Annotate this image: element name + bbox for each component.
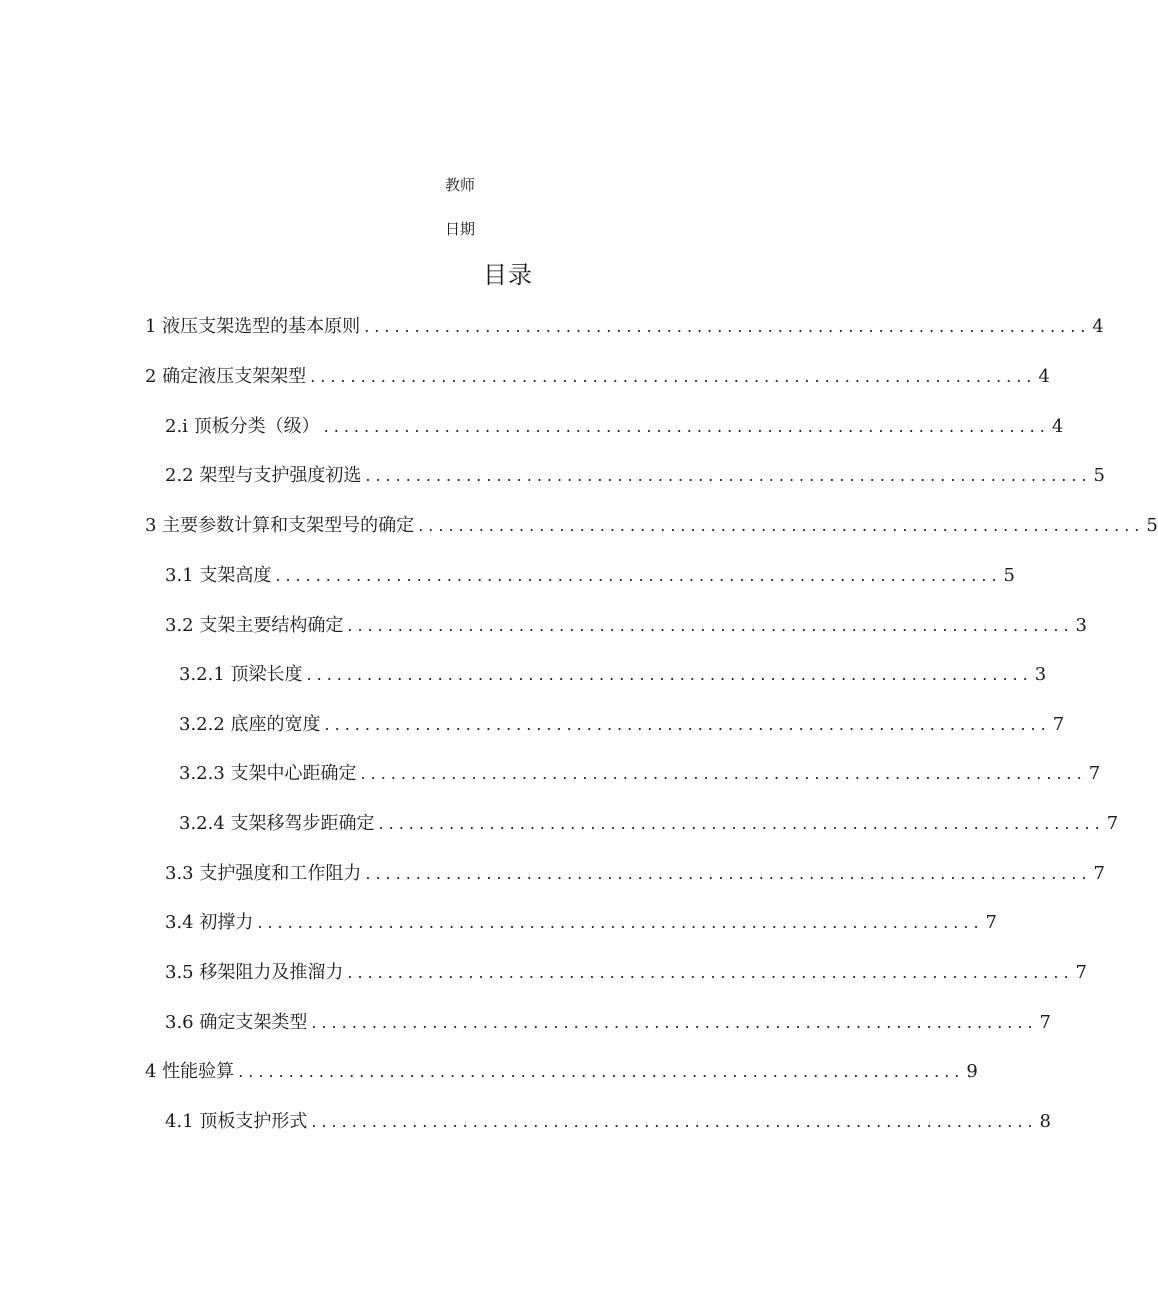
toc-entry[interactable] <box>165 413 1064 441</box>
toc-entry[interactable] <box>179 661 1047 689</box>
toc-entry-page: 9 <box>966 1061 978 1082</box>
date-label: 日期 <box>444 220 475 238</box>
toc-entry[interactable] <box>165 909 997 937</box>
toc-leader-dots: ........................................................................ <box>257 913 984 932</box>
toc-entry-title: 3.4 初撑力 <box>165 912 254 933</box>
toc-entry-page: 5 <box>1146 515 1158 536</box>
toc-entry-page: 7 <box>1052 714 1065 735</box>
toc-leader-dots: ........................................................................ <box>364 317 1091 336</box>
toc-entry[interactable] <box>165 959 1087 987</box>
toc-entry-title: 3.2.1 顶梁长度 <box>179 664 303 685</box>
toc-entry-title: 2.i 顶板分类（级） <box>165 416 320 437</box>
toc-entry[interactable] <box>145 512 1158 540</box>
toc-entry-title: 3.1 支架高度 <box>165 565 272 586</box>
toc-entry-page: 3 <box>1034 664 1047 685</box>
toc-entry[interactable] <box>165 562 1015 590</box>
toc-leader-dots: ........................................................................ <box>324 715 1051 734</box>
toc-leader-dots: ........................................................................ <box>311 1013 1038 1032</box>
toc-entry-title: 3 主要参数计算和支架型号的确定 <box>145 515 415 536</box>
toc-entry-title: 3.5 移架阻力及推溜力 <box>165 962 344 983</box>
toc-leader-dots: ........................................................................ <box>347 616 1074 635</box>
toc-leader-dots: ........................................................................ <box>323 417 1050 436</box>
toc-leader-dots: ........................................................................ <box>275 566 1002 585</box>
toc-entry[interactable] <box>165 860 1105 888</box>
toc-entry[interactable] <box>165 1108 1051 1136</box>
toc-leader-dots: ........................................................................ <box>365 466 1092 485</box>
toc-leader-dots: ........................................................................ <box>347 963 1074 982</box>
toc-entry[interactable] <box>179 810 1119 838</box>
toc-leader-dots: ........................................................................ <box>365 864 1092 883</box>
toc-leader-dots: ........................................................................ <box>311 1112 1038 1131</box>
toc-leader-dots: ........................................................................ <box>378 814 1105 833</box>
toc-entry-title: 2.2 架型与支护强度初选 <box>165 465 362 486</box>
toc-entry-page: 8 <box>1039 1111 1051 1132</box>
toc-entry-page: 7 <box>1075 962 1087 983</box>
toc-entry-page: 4 <box>1051 416 1064 437</box>
toc-entry-title: 4.1 顶板支护形式 <box>165 1111 308 1132</box>
toc-entry-title: 4 性能验算 <box>145 1061 235 1082</box>
toc-entry[interactable] <box>165 612 1087 640</box>
toc-entry-title: 3.2.2 底座的宽度 <box>179 714 321 735</box>
toc-entry-page: 7 <box>1088 763 1101 784</box>
toc-leader-dots: ........................................................................ <box>418 516 1145 535</box>
toc-entry-title: 1 液压支架选型的基本原则 <box>145 316 361 337</box>
toc-entry-page: 5 <box>1003 565 1015 586</box>
toc-leader-dots: ........................................................................ <box>306 665 1033 684</box>
toc-entry-title: 3.3 支护强度和工作阻力 <box>165 863 362 884</box>
toc-leader-dots: ........................................................................ <box>310 367 1037 386</box>
toc-entry-page: 7 <box>985 912 997 933</box>
toc-leader-dots: ........................................................................ <box>360 764 1087 783</box>
toc-entry-page: 7 <box>1093 863 1105 884</box>
toc-entry-page: 5 <box>1093 465 1105 486</box>
toc-entry[interactable] <box>165 462 1105 490</box>
teacher-label: 教师 <box>444 176 475 194</box>
toc-leader-dots: ........................................................................ <box>238 1062 965 1081</box>
toc-entry[interactable] <box>165 1009 1051 1037</box>
toc-entry[interactable] <box>145 313 1104 341</box>
toc-entry-title: 3.6 确定支架类型 <box>165 1012 308 1033</box>
toc-entry[interactable] <box>145 363 1050 391</box>
toc-entry[interactable] <box>179 711 1065 739</box>
toc-entry[interactable] <box>179 760 1101 788</box>
toc-entry-title: 3.2.3 支架中心距确定 <box>179 763 357 784</box>
toc-entry-title: 3.2 支架主要结构确定 <box>165 615 344 636</box>
toc-title: 目录 <box>483 261 533 289</box>
toc-entry-page: 7 <box>1039 1012 1051 1033</box>
toc-entry-page: 4 <box>1092 316 1104 337</box>
toc-entry-title: 3.2.4 支架移驾步距确定 <box>179 813 375 834</box>
toc-entry-page: 7 <box>1106 813 1119 834</box>
toc-entry-title: 2 确定液压支架架型 <box>145 366 307 387</box>
toc-entry[interactable] <box>145 1058 978 1086</box>
toc-entry-page: 3 <box>1075 615 1087 636</box>
toc-entry-page: 4 <box>1038 366 1050 387</box>
